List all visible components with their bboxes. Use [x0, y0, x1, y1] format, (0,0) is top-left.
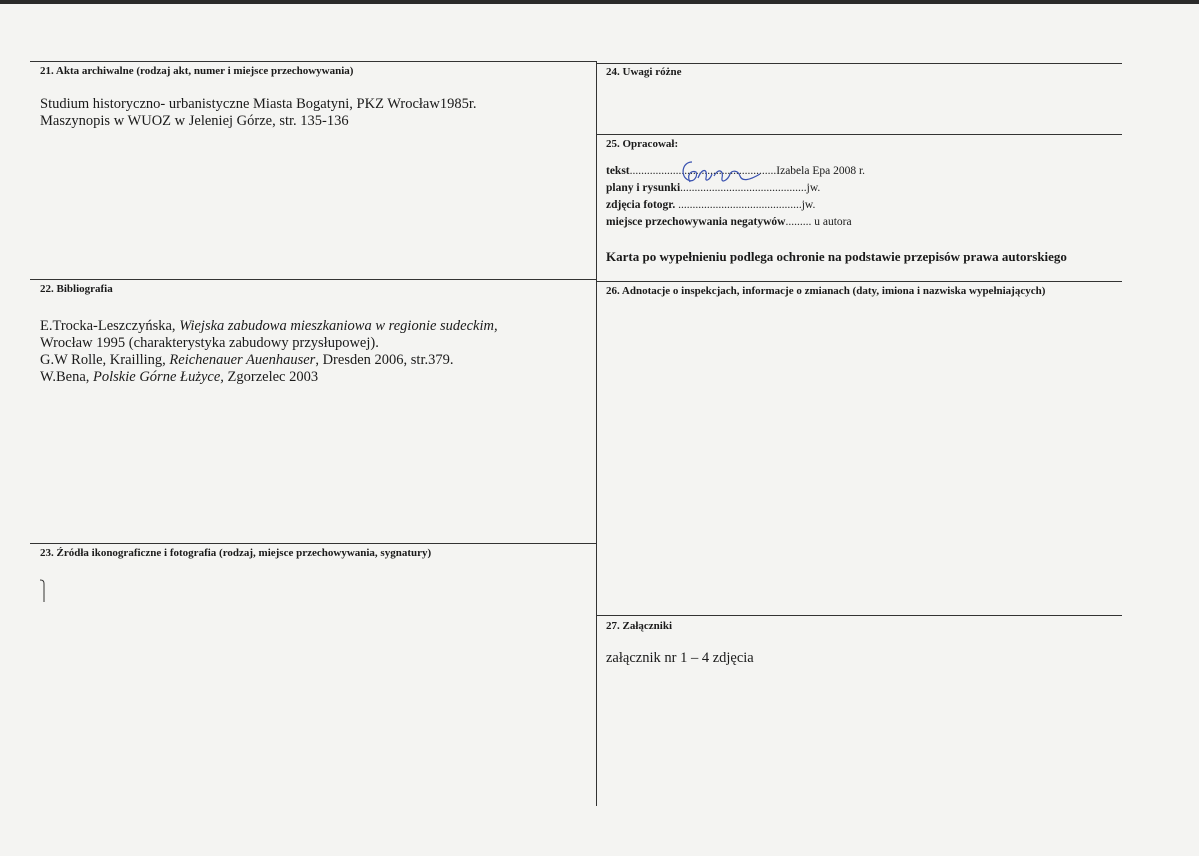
bibliography-entry-3 — [40, 369, 318, 386]
section-23-label: 23. Źródła ikonograficzne i fotografia (rodzaj, miejsce przechowywania, sygnatury) — [40, 547, 432, 559]
section-21-label: 21. Akta archiwalne (rodzaj akt, numer i miejsce przechowywania) — [40, 65, 354, 77]
bibliography-entry-3-author: W.Bena, — [40, 369, 94, 385]
author-row-negatives — [606, 216, 852, 228]
author-row-photos-key: zdjęcia fotogr. — [606, 199, 676, 211]
author-row-plans-dots: ............................................ — [680, 182, 807, 194]
rule-top-right — [597, 63, 1122, 64]
author-row-text-value: Izabela Epa 2008 r. — [776, 165, 866, 177]
bibliography-entry-1-cont-text: Wrocław 1995 (charakterystyka zabudowy przysłupowej). — [40, 335, 379, 351]
bibliography-entry-1 — [40, 318, 498, 335]
bibliography-entry-1-cont — [40, 335, 379, 352]
author-row-plans-key: plany i rysunki — [606, 182, 681, 194]
scan-top-edge — [0, 0, 1199, 4]
rule-center-vertical — [596, 61, 597, 806]
author-row-text-dots: ................................................... — [629, 165, 777, 177]
rule-mid-left — [30, 279, 596, 280]
author-row-photos-dots: ........................................... — [675, 199, 802, 211]
author-row-photos — [606, 199, 815, 211]
pencil-mark — [38, 578, 48, 604]
bibliography-entry-2-author: G.W Rolle, Krailling, — [40, 352, 170, 368]
section-25-label: 25. Opracował: — [606, 138, 679, 150]
author-row-photos-value: jw. — [801, 199, 816, 211]
rule-mid-right — [597, 281, 1122, 282]
bibliography-entry-1-author: E.Trocka-Leszczyńska, — [40, 318, 180, 334]
rule-23-top — [30, 543, 596, 544]
bibliography-entry-2 — [40, 352, 453, 369]
author-row-text-key: tekst — [606, 165, 630, 177]
section-21-line-2: Maszynopis w WUOZ w Jeleniej Górze, str. 135-136 — [40, 113, 349, 129]
rule-27-top — [597, 615, 1122, 616]
attachments-text: załącznik nr 1 – 4 zdjęcia — [606, 650, 754, 666]
author-row-negatives-dots: ......... — [785, 216, 815, 228]
section-26-label: 26. Adnotacje o inspekcjach, informacje o zmianach (daty, imiona i nazwiska wypełniających) — [606, 285, 1046, 297]
copyright-notice: Karta po wypełnieniu podlega ochronie na podstawie przepisów prawa autorskiego — [606, 249, 1067, 264]
handwritten-signature — [674, 156, 764, 192]
section-22-label: 22. Bibliografia — [40, 283, 113, 295]
section-27-label: 27. Załączniki — [606, 620, 673, 632]
rule-25-top — [597, 134, 1122, 135]
bibliography-entry-3-rest: Zgorzelec 2003 — [223, 369, 319, 385]
bibliography-entry-3-title: Polskie Górne Łużyce, — [93, 369, 224, 385]
section-24-label: 24. Uwagi różne — [606, 66, 682, 78]
author-row-negatives-key: miejsce przechowywania negatywów — [606, 216, 786, 228]
section-21-line-1: Studium historyczno- urbanistyczne Miasta Bogatyni, PKZ Wrocław1985r. — [40, 96, 477, 112]
bibliography-entry-1-title: Wiejska zabudowa mieszkaniowa w regionie sudeckim, — [179, 318, 498, 334]
bibliography-entry-2-rest: , Dresden 2006, str.379. — [315, 352, 454, 368]
bibliography-entry-2-title: Reichenauer Auenhauser — [169, 352, 316, 368]
author-row-negatives-value: u autora — [814, 216, 852, 228]
author-row-plans-value: jw. — [806, 182, 821, 194]
rule-top-left — [30, 61, 596, 62]
